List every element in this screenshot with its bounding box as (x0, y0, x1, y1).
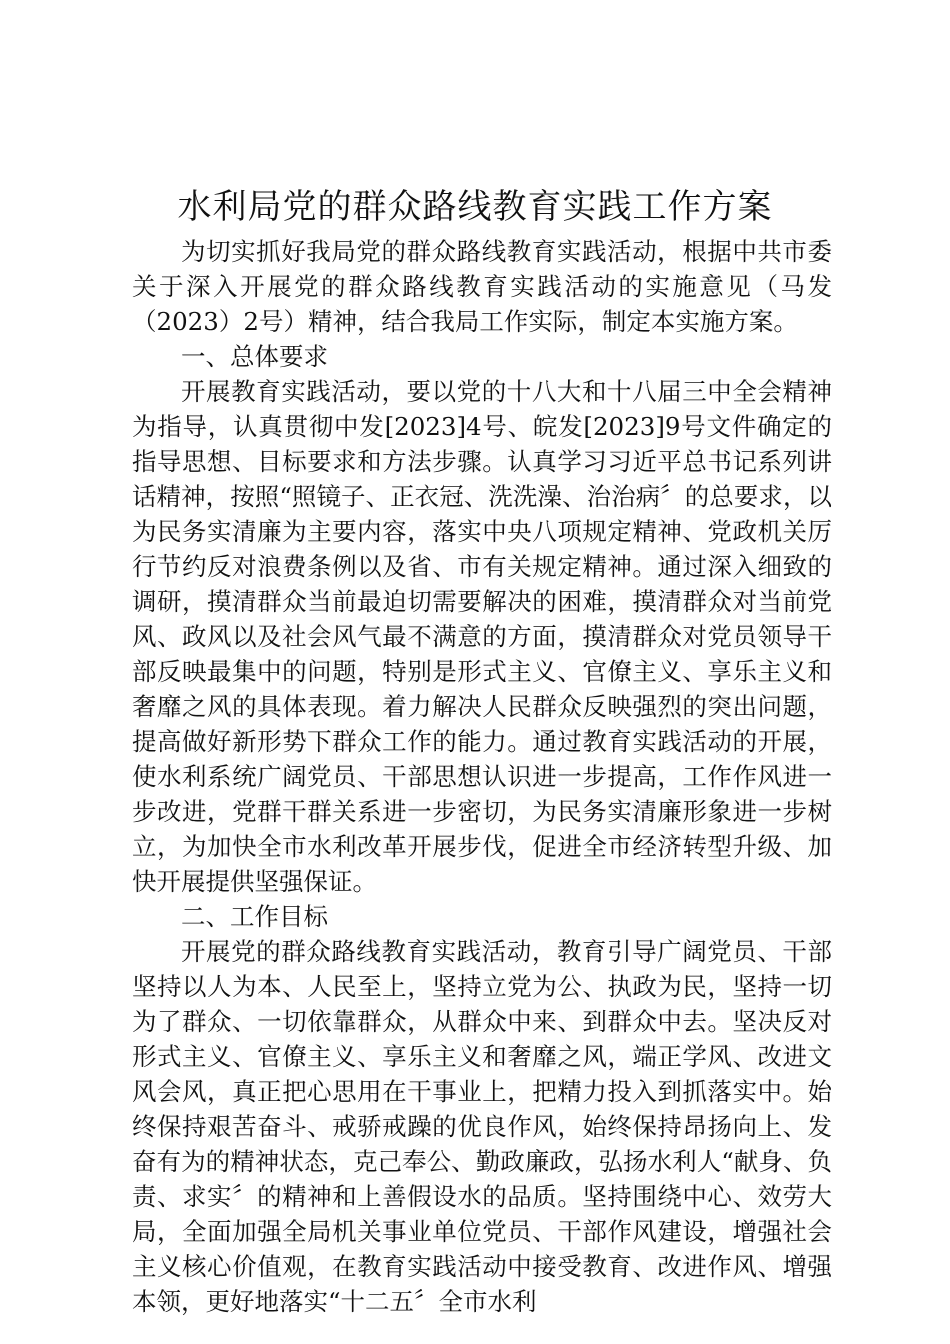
document-body (132, 234, 832, 1319)
section-heading-overall-requirements: 一、总体要求 (181, 342, 328, 371)
document-title: 水利局党的群众路线教育实践工作方案 (177, 187, 773, 227)
work-goals-paragraph: 开展党的群众路线教育实践活动，教育引导广阔党员、干部坚持以人为本、人民至上，坚持立党为公、执政为民，坚持一切为了群众、一切依靠群众，从群众中来、到群众中去。坚决反对形式主义、官僚主义、享乐主义和奢靡之风，端正学风、改进文风会风，真正把心思用在干事业上，把精力投入到抓落实中。始终保持艰苦奋斗、戒骄戒躁的优良作风，始终保持昂扬向上、发奋有为的精神状态，克己奉公、勤政廉政，弘扬水利人“献身、负责、求实〞的精神和上善假设水的品质。坚持围绕中心、效劳大局，全面加强全局机关事业单位党员、干部作风建设，增强社会主义核心价值观，在教育实践活动中接受教育、改进作风、增强本领，更好地落实“十二五〞全市水利 (132, 937, 832, 1316)
intro-paragraph: 为切实抓好我局党的群众路线教育实践活动，根据中共市委关于深入开展党的群众路线教育实践活动的实施意见（马发（2023）2号）精神，结合我局工作实际，制定本实施方案。 (132, 237, 832, 336)
section-heading-work-goals: 二、工作目标 (181, 902, 328, 931)
overall-requirements-paragraph: 开展教育实践活动，要以党的十八大和十八届三中全会精神为指导，认真贯彻中发[2023]4号、皖发[2023]9号文件确定的指导思想、目标要求和方法步骤。认真学习习近平总书记系列讲话精神，按照“照镜子、正衣冠、洗洗澡、治治病〞的总要求，以为民务实清廉为主要内容，落实中央八项规定精神、党政机关厉行节约反对浪费条例以及省、市有关规定精神。通过深入细致的调研，摸清群众当前最迫切需要解决的困难，摸清群众对当前党风、政风以及社会风气最不满意的方面，摸清群众对党员领导干部反映最集中的问题，特别是形式主义、官僚主义、享乐主义和奢靡之风的具体表现。着力解决人民群众反映强烈的突出问题，提高做好新形势下群众工作的能力。通过教育实践活动的开展，使水利系统广阔党员、干部思想认识进一步提高，工作作风进一步改进，党群干群关系进一步密切，为民务实清廉形象进一步树立，为加快全市水利改革开展步伐，促进全市经济转型升级、加快开展提供坚强保证。 (132, 377, 832, 896)
